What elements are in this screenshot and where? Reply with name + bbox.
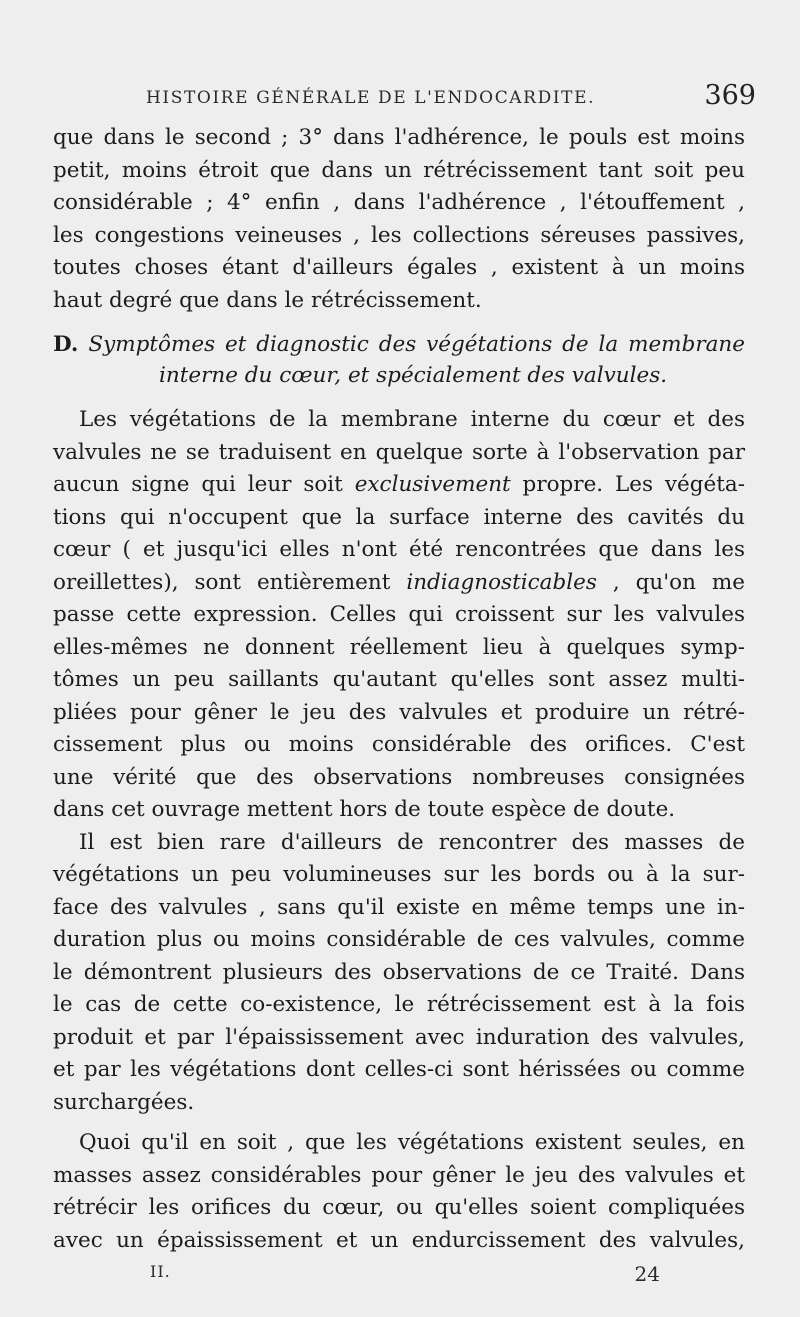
paragraph-4 [53, 1127, 745, 1257]
text-line: elles-mêmes ne donnent réellement lieu à quelques symp- [53, 634, 745, 660]
text-run: aucun signe qui leur soit [53, 472, 355, 497]
text-line: cœur ( et jusqu'ici elles n'ont été rencontrées que dans les [53, 537, 745, 562]
text-line: Quoi qu'il en soit , que les végétations existent seules, en [79, 1130, 745, 1155]
text-line: le cas de cette co-existence, le rétrécissement est à la fois [53, 992, 745, 1017]
body-text [53, 122, 745, 1257]
text-line: surchargées. [53, 1089, 195, 1115]
text-run: oreillettes), sont entièrement [53, 569, 407, 595]
text-line: masses assez considérables pour gêner le jeu des valvules et [53, 1162, 745, 1188]
text-line: végétations un peu volumineuses sur les bords ou à la sur- [53, 862, 745, 887]
text-line: considérable ; 4° enfin , dans l'adhérence , l'étouffement , [53, 190, 745, 215]
text-run: propre. Les végéta- [510, 472, 745, 497]
paragraph-2 [53, 404, 745, 827]
text-line: petit, moins étroit que dans un rétrécissement tant soit peu [53, 157, 745, 183]
paragraph-3 [53, 827, 745, 1120]
paragraph-1 [53, 122, 745, 317]
text-line: tions qui n'occupent que la surface interne des cavités du [53, 504, 745, 530]
section-heading [53, 330, 745, 391]
text-line: tômes un peu saillants qu'autant qu'elles sont assez multi- [53, 667, 745, 692]
text-line: duration plus ou moins considérable de ces valvules, comme [53, 927, 745, 952]
text-line: passe cette expression. Celles qui croissent sur les valvules [53, 602, 745, 627]
text-line: Il est bien rare d'ailleurs de rencontrer des masses de [79, 829, 745, 855]
text-line: et par les végétations dont celles-ci sont hérissées ou comme [53, 1057, 745, 1082]
section-title-part: Symptômes et diagnostic des végétations de la membrane [88, 332, 745, 357]
text-line: une vérité que des observations nombreuses consignées [53, 764, 745, 790]
text-line: les congestions veineuses , les collections séreuses passives, [53, 222, 745, 248]
text-line: avec un épaississement et un endurcissement des valvules, [53, 1227, 745, 1253]
text-line: produit et par l'épaississement avec induration des valvules, [53, 1024, 745, 1050]
text-line [53, 567, 745, 600]
text-line: valvules ne se traduisent en quelque sorte à l'observation par [53, 439, 745, 465]
text-line: dans cet ouvrage mettent hors de toute espèce de doute. [53, 797, 676, 822]
text-line: toutes choses étant d'ailleurs égales , existent à un moins [53, 255, 745, 280]
text-line: pliées pour gêner le jeu des valvules et produire un rétré- [53, 699, 745, 725]
section-label: D. [53, 332, 79, 357]
sheet-number: 24 [634, 1262, 660, 1286]
signature-mark: II. [150, 1262, 171, 1281]
text-line: face des valvules , sans qu'il existe en même temps une in- [53, 894, 745, 920]
emphasis: exclusivement [354, 472, 511, 497]
text-line: rétrécir les orifices du cœur, ou qu'elles soient compliquées [53, 1195, 745, 1220]
section-heading-line [53, 330, 745, 361]
text-line: que dans le second ; 3° dans l'adhérence, le pouls est moins [53, 125, 745, 150]
emphasis: indiagnosticables [406, 569, 597, 595]
page-footer [150, 1262, 660, 1290]
text-line: haut degré que dans le rétrécissement. [53, 287, 482, 313]
page-header [146, 80, 756, 120]
text-line: Les végétations de la membrane interne du cœur et des [79, 407, 745, 432]
text-line: le démontrent plusieurs des observations de ce Traité. Dans [53, 959, 745, 985]
running-head: HISTOIRE GÉNÉRALE DE L'ENDOCARDITE. [146, 88, 596, 108]
text-line: cissement plus ou moins considérable des orifices. C'est [53, 732, 745, 757]
page-number: 369 [704, 80, 756, 111]
section-heading-line: interne du cœur, et spécialement des valvules. [159, 362, 668, 388]
text-line [53, 469, 745, 502]
text-run: , qu'on me [596, 569, 745, 595]
